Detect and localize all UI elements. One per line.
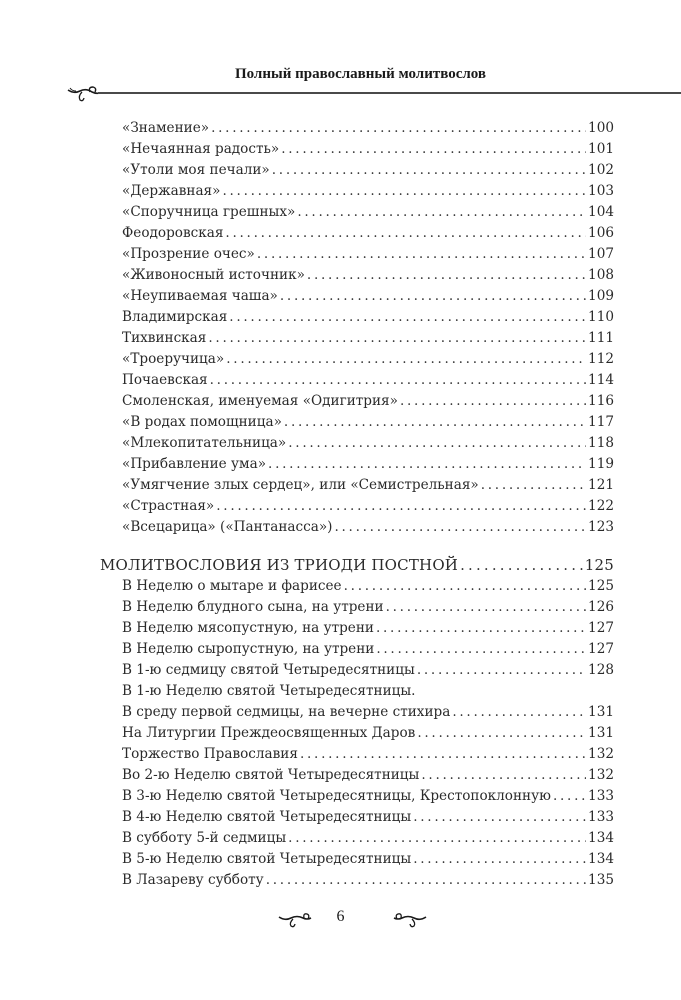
dot-leader <box>281 139 586 160</box>
dot-leader <box>229 307 586 328</box>
toc-entry-page: 106 <box>588 225 614 241</box>
dot-leader <box>208 328 586 349</box>
toc-entry-page: 128 <box>588 662 614 678</box>
header-rule <box>98 92 681 94</box>
toc-entry-page: 111 <box>588 330 614 346</box>
dot-leader <box>216 496 586 517</box>
toc-entry-title: В Неделю мясопустную, на утрени <box>122 620 374 636</box>
dot-leader <box>300 744 586 765</box>
toc-entry-title: В Неделю блудного сына, на утрени <box>122 599 384 615</box>
toc-entry-page: 112 <box>588 351 614 367</box>
toc-entry-title: В Неделю сыропустную, на утрени <box>122 641 375 657</box>
toc-entry-title: «Знамение» <box>122 120 210 136</box>
toc-entry-page: 134 <box>588 830 614 846</box>
toc-entry-page: 117 <box>588 414 614 430</box>
toc-entry-title: Торжество Православия <box>122 746 298 762</box>
toc-entry-title: На Литургии Преждеосвященных Даров <box>122 725 416 741</box>
toc-entry[interactable] <box>100 597 614 618</box>
toc-entry-title: «Нечаянная радость» <box>122 141 280 157</box>
toc-entry[interactable] <box>100 265 614 286</box>
dot-leader <box>417 660 586 681</box>
toc-entry-title: «Троеручица» <box>122 351 225 367</box>
toc-entry-title: «Страстная» <box>122 498 215 514</box>
toc-entry-title: В среду первой седмицы, на вечерне стихира <box>122 704 451 720</box>
toc-entry[interactable] <box>100 702 614 723</box>
toc-entry-page: 126 <box>588 599 614 615</box>
toc-entry-title: «Прозрение очес» <box>122 246 255 262</box>
dot-leader <box>280 286 586 307</box>
toc-entry-title: «Утоли моя печали» <box>122 162 270 178</box>
toc-entry[interactable] <box>100 349 614 370</box>
toc-section-title: МОЛИТВОСЛОВИЯ ИЗ ТРИОДИ ПОСТНОЙ <box>100 556 459 574</box>
toc-entry[interactable] <box>100 454 614 475</box>
toc-entry-page: 107 <box>588 246 614 262</box>
toc-entry-title: В 3-ю Неделю святой Четыредесятницы, Крестопоклонную <box>122 788 551 804</box>
toc-entry[interactable] <box>100 307 614 328</box>
toc-entry-page: 103 <box>588 183 614 199</box>
toc-entry[interactable] <box>100 244 614 265</box>
page-number: 6 <box>336 908 345 925</box>
toc-entry-page: 131 <box>588 725 614 741</box>
toc-entry[interactable] <box>100 118 614 139</box>
dot-leader <box>226 349 586 370</box>
toc-entry-page: 121 <box>588 477 614 493</box>
dot-leader <box>334 517 586 538</box>
toc-entry[interactable] <box>100 870 614 891</box>
toc-entry-title: В Лазареву субботу <box>122 872 264 888</box>
toc-entry-title: Владимирская <box>122 309 228 325</box>
toc-entry-title: В 5-ю Неделю святой Четыредесятницы <box>122 851 412 867</box>
dot-leader <box>386 597 586 618</box>
toc-entry-title: «Умягчение злых сердец», или «Семистрельная» <box>122 477 479 493</box>
toc-entry-page: 127 <box>588 641 614 657</box>
toc-entry[interactable] <box>100 496 614 517</box>
dot-leader <box>481 475 586 496</box>
toc-entry-page: 102 <box>588 162 614 178</box>
dot-leader <box>288 433 586 454</box>
toc-entry-page: 110 <box>588 309 614 325</box>
toc-entry[interactable] <box>100 412 614 433</box>
toc-section-heading[interactable] <box>100 555 614 576</box>
toc-entry[interactable] <box>100 181 614 202</box>
toc-entry-page: 118 <box>588 435 614 451</box>
toc-entry-page: 119 <box>588 456 614 472</box>
dot-leader <box>266 870 586 891</box>
dot-leader <box>553 786 586 807</box>
toc-entry[interactable] <box>100 433 614 454</box>
toc-entry-page: 123 <box>588 519 614 535</box>
toc-entry-page: 116 <box>588 393 614 409</box>
toc-entry-page: 132 <box>588 746 614 762</box>
toc-entry[interactable] <box>100 723 614 744</box>
dot-leader <box>257 244 586 265</box>
toc-entry[interactable] <box>100 160 614 181</box>
toc-entry-page: 127 <box>588 620 614 636</box>
dot-leader <box>460 555 583 576</box>
toc-entry[interactable] <box>100 639 614 660</box>
toc-entry-page: 131 <box>588 704 614 720</box>
toc-entry-title: Почаевская <box>122 372 208 388</box>
toc-entry-title: «Прибавление ума» <box>122 456 267 472</box>
toc-entry[interactable] <box>100 370 614 391</box>
toc-entry-page: 114 <box>588 372 614 388</box>
dot-leader <box>417 723 586 744</box>
toc-entry-page: 122 <box>588 498 614 514</box>
toc-entry[interactable] <box>100 849 614 870</box>
table-of-contents <box>100 118 614 891</box>
dot-leader <box>284 412 586 433</box>
toc-entry-page: 100 <box>588 120 614 136</box>
toc-entry-title: Смоленская, именуемая «Одигитрия» <box>122 393 398 409</box>
toc-entry-title: «Живоносный источник» <box>122 267 305 283</box>
toc-entry-page: 135 <box>588 872 614 888</box>
toc-entry-title: В Неделю о мытаре и фарисее <box>122 578 342 594</box>
dot-leader <box>376 618 586 639</box>
dot-leader <box>421 765 586 786</box>
header-flourish-ornament-icon <box>66 84 102 104</box>
toc-entry-title: «В родах помощница» <box>122 414 282 430</box>
toc-entry-title: «Млекопитательница» <box>122 435 287 451</box>
toc-entry[interactable] <box>100 286 614 307</box>
toc-entry-page: 125 <box>588 578 614 594</box>
toc-entry[interactable] <box>100 202 614 223</box>
toc-entry[interactable] <box>100 328 614 349</box>
toc-entry-title: «Споручница грешных» <box>122 204 296 220</box>
dot-leader <box>376 639 586 660</box>
toc-entry-title: «Державная» <box>122 183 221 199</box>
toc-entry[interactable] <box>100 765 614 786</box>
running-head-title: Полный православный молитвослов <box>234 66 487 82</box>
toc-entry-page: 134 <box>588 851 614 867</box>
toc-entry[interactable] <box>100 807 614 828</box>
toc-entry[interactable] <box>100 576 614 597</box>
footer-right-flourish-icon <box>393 912 427 930</box>
toc-entry[interactable] <box>100 618 614 639</box>
toc-entry-page: 109 <box>588 288 614 304</box>
toc-entry-page: 108 <box>588 267 614 283</box>
toc-entry-title: В 1-ю седмицу святой Четыредесятницы <box>122 662 415 678</box>
dot-leader <box>413 849 586 870</box>
toc-entry[interactable] <box>100 517 614 538</box>
toc-entry-page: 104 <box>588 204 614 220</box>
dot-leader <box>288 828 586 849</box>
toc-entry[interactable] <box>100 660 614 681</box>
toc-entry-title: «Неупиваемая чаша» <box>122 288 278 304</box>
toc-entry[interactable] <box>100 139 614 160</box>
toc-entry[interactable] <box>100 681 614 702</box>
dot-leader <box>272 160 586 181</box>
toc-entry-title: «Всецарица» («Пантанасса») <box>122 519 333 535</box>
dot-leader <box>413 807 586 828</box>
dot-leader <box>452 702 586 723</box>
toc-entry-title: Тихвинская <box>122 330 207 346</box>
toc-section-page: 125 <box>584 556 614 574</box>
dot-leader <box>297 202 586 223</box>
dot-leader <box>344 576 586 597</box>
toc-entry[interactable] <box>100 744 614 765</box>
page-footer <box>0 908 681 938</box>
toc-entry[interactable] <box>100 786 614 807</box>
toc-entry-title: Во 2-ю Неделю святой Четыредесятницы <box>122 767 420 783</box>
dot-leader <box>211 118 586 139</box>
dot-leader <box>307 265 586 286</box>
toc-entry-page: 101 <box>588 141 614 157</box>
toc-entry[interactable] <box>100 475 614 496</box>
dot-leader <box>268 454 586 475</box>
toc-entry-title: Феодоровская <box>122 225 224 241</box>
toc-entry-title: В 1-ю Неделю святой Четыредесятницы. <box>122 683 416 699</box>
dot-leader <box>210 370 586 391</box>
dot-leader <box>222 181 586 202</box>
toc-entry-page: 133 <box>588 809 614 825</box>
toc-entry-title: В субботу 5-й седмицы <box>122 830 287 846</box>
toc-entry[interactable] <box>100 391 614 412</box>
dot-leader <box>400 391 586 412</box>
toc-entry[interactable] <box>100 223 614 244</box>
toc-entry-page: 132 <box>588 767 614 783</box>
toc-entry-page: 133 <box>588 788 614 804</box>
toc-entry-title: В 4-ю Неделю святой Четыредесятницы <box>122 809 412 825</box>
toc-entry[interactable] <box>100 828 614 849</box>
dot-leader <box>225 223 586 244</box>
